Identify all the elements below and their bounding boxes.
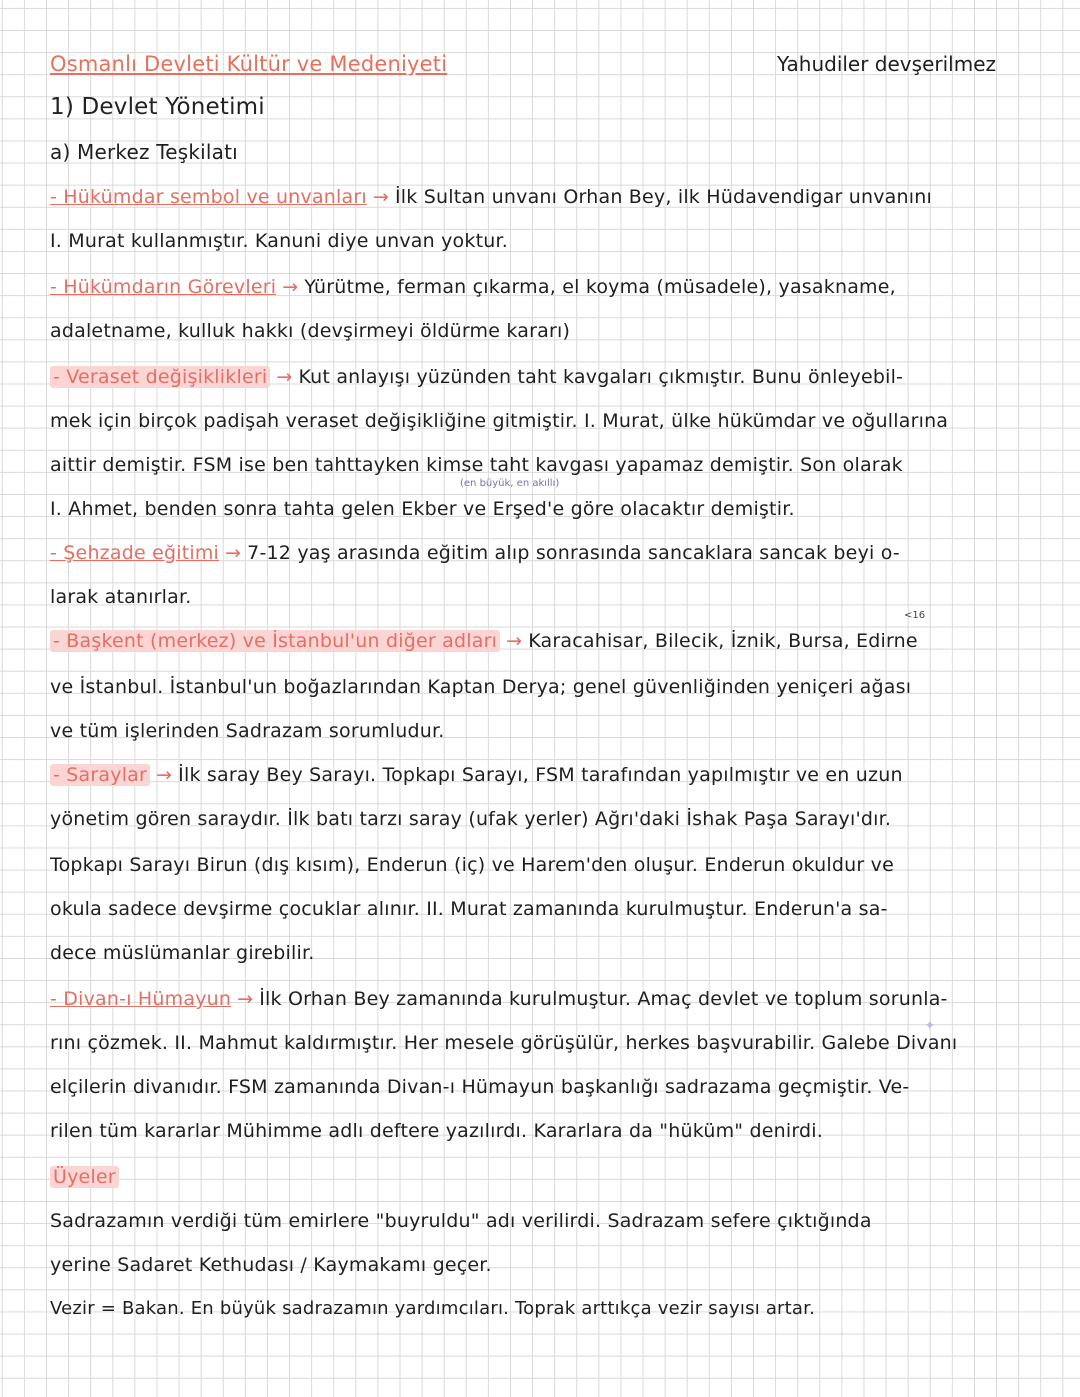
line-4: adaletname, kulluk hakkı (devşirmeyi öldürme kararı) (50, 320, 571, 342)
page-title: Osmanlı Devleti Kültür ve Medeniyeti (50, 52, 448, 76)
key-hukumdar-gorev: - Hükümdarın Görevleri (50, 276, 277, 298)
line-7: aittir demiştir. FSM ise ben tahttayken kimse taht kavgası yapamaz demiştir. Son olarak (50, 454, 903, 476)
key-hukumdar-unvan: - Hükümdar sembol ve unvanları (50, 186, 367, 208)
line-saraylar: - Saraylar → İlk saray Bey Sarayı. Topkapı Sarayı, FSM tarafından yapılmıştır ve en uzun (50, 764, 903, 786)
line-25: yerine Sadaret Kethudası / Kaymakamı geçer. (50, 1254, 492, 1276)
line-hukumdar-unvan: - Hükümdar sembol ve unvanları → İlk Sultan unvanı Orhan Bey, ilk Hüdavendigar unvanını (50, 186, 932, 208)
line-10: larak atanırlar. (50, 586, 192, 608)
line-22: rilen tüm kararlar Mühimme adlı deftere yazılırdı. Kararlara da "hüküm" denirdi. (50, 1120, 823, 1142)
key-veraset: - Veraset değişiklikleri (50, 366, 270, 388)
arrow-icon: → (282, 276, 299, 298)
key-baskent: - Başkent (merkez) ve İstanbul'un diğer adları (50, 630, 500, 652)
key-uyeler: Üyeler (50, 1166, 119, 1188)
key-saraylar: - Saraylar (50, 764, 150, 786)
line-12: ve İstanbul. İstanbul'un boğazlarından Kaptan Derya; genel güvenliğinden yeniçeri ağası (50, 676, 912, 698)
line-2: I. Murat kullanmıştır. Kanuni diye unvan yoktur. (50, 230, 508, 252)
star-icon: ✦ (924, 1018, 936, 1034)
arrow-icon: → (237, 988, 254, 1010)
line-8: I. Ahmet, benden sonra tahta gelen Ekber ve Erşed'e göre olacaktır demiştir. (50, 498, 795, 520)
line-sehzade: - Şehzade eğitimi → 7-12 yaş arasında eğitim alıp sonrasında sancaklara sancak beyi o- (50, 542, 900, 564)
arrow-icon: → (372, 186, 389, 208)
line-21: elçilerin divanıdır. FSM zamanında Divan-ı Hümayun başkanlığı sadrazama geçmiştir. Ve- (50, 1076, 910, 1098)
notebook-page (46, 30, 1036, 1370)
line-18: dece müslümanlar girebilir. (50, 942, 315, 964)
line-hukumdar-gorev: - Hükümdarın Görevleri → Yürütme, ferman çıkarma, el koyma (müsadele), yasakname, (50, 276, 896, 298)
line-13: ve tüm işlerinden Sadrazam sorumludur. (50, 720, 445, 742)
line-24: Sadrazamın verdiği tüm emirlere "buyruldu" adı verilirdi. Sadrazam sefere çıktığında (50, 1210, 872, 1232)
arrow-icon: → (276, 366, 293, 388)
side-note: Yahudiler devşerilmez (777, 52, 996, 76)
line-17: okula sadece devşirme çocuklar alınır. II. Murat zamanında kurulmuştur. Enderun'a sa- (50, 898, 888, 920)
key-divan: - Divan-ı Hümayun (50, 988, 232, 1010)
line-16: Topkapı Sarayı Birun (dış kısım), Enderun (iç) ve Harem'den oluşur. Enderun okuldur ve (50, 854, 894, 876)
line-20: rını çözmek. II. Mahmut kaldırmıştır. Her mesele görüşülür, herkes başvurabilir. Galebe Divanı (50, 1032, 958, 1054)
line-15: yönetim gören saraydır. İlk batı tarzı saray (ufak yerler) Ağrı'daki İshak Paşa Sarayı'dır. (50, 808, 892, 830)
arrow-icon: → (156, 764, 173, 786)
line-6: mek için birçok padişah veraset değişikliğine gitmiştir. I. Murat, ülke hükümdar ve oğullarına (50, 410, 949, 432)
line-uyeler (50, 1166, 119, 1188)
key-sehzade: - Şehzade eğitimi (50, 542, 220, 564)
line-divan: - Divan-ı Hümayun → İlk Orhan Bey zamanında kurulmuştur. Amaç devlet ve toplum sorunla- (50, 988, 948, 1010)
line-baskent: - Başkent (merkez) ve İstanbul'un diğer adları → Karacahisar, Bilecik, İznik, Bursa, Edirne (50, 630, 918, 652)
arrow-icon: → (225, 542, 242, 564)
line-veraset: - Veraset değişiklikleri → Kut anlayışı yüzünden taht kavgaları çıkmıştır. Bunu önleyebil- (50, 366, 903, 388)
line-26: Vezir = Bakan. En büyük sadrazamın yardımcıları. Toprak arttıkça vezir sayısı artar. (50, 1298, 816, 1319)
section-heading: 1) Devlet Yönetimi (50, 94, 265, 120)
subsection-heading: a) Merkez Teşkilatı (50, 140, 238, 164)
arrow-icon: → (506, 630, 523, 652)
annotation-margin: <16 (904, 610, 926, 621)
annotation-ekber-erşed: (en büyük, en akıllı) (460, 478, 560, 489)
